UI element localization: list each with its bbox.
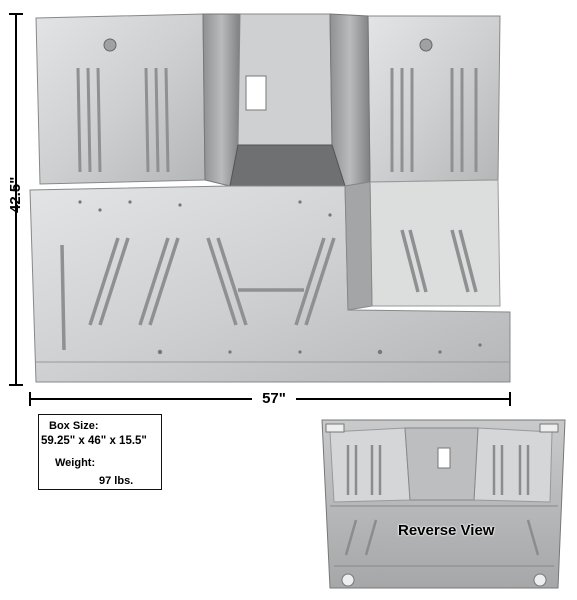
weight-value: 97 lbs. bbox=[99, 475, 134, 487]
reverse-view-image bbox=[322, 420, 565, 588]
info-box bbox=[38, 414, 162, 490]
lower-floor-pan bbox=[30, 180, 510, 382]
reverse-view-label: Reverse View bbox=[398, 522, 495, 539]
right-upper-pan bbox=[368, 16, 500, 182]
height-dimension-label: 42.5" bbox=[7, 176, 24, 213]
box-size-value: 59.25" x 46" x 15.5" bbox=[41, 435, 147, 447]
center-tunnel bbox=[203, 14, 370, 186]
left-upper-pan bbox=[36, 14, 205, 184]
width-dimension-label: 57" bbox=[252, 390, 296, 410]
box-size-label: Box Size: bbox=[49, 420, 99, 432]
weight-label: Weight: bbox=[55, 457, 96, 469]
